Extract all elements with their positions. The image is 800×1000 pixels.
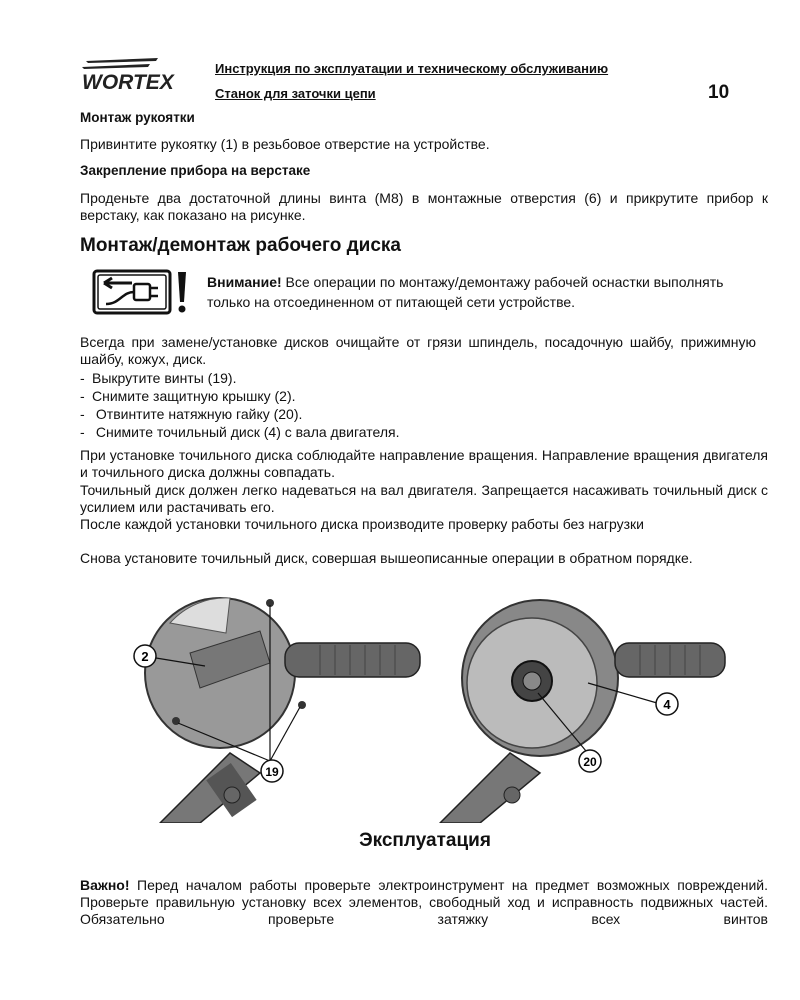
- callout-label-cover: 2: [141, 649, 149, 664]
- callout-label-screws: 19: [265, 765, 279, 779]
- list-item: - Снимите точильный диск (4) с вала двигателя.: [80, 424, 400, 440]
- bench-mounting-text: Проденьте два достаточной длины винта (М8) в монтажные отверстия (6) и прикрутите прибор к верстаку, как показано на рисунке.: [80, 190, 768, 223]
- warning-text: [207, 272, 767, 312]
- handle-mounting-text: Привинтите рукоятку (1) в резьбовое отверстие на устройстве.: [80, 136, 490, 152]
- important-body: Перед началом работы проверьте электроинструмент на предмет возможных повреждений. Проверьте правильную установку всех элементов, свободный ход и исправность подвижных частей. Обязательно проверьте затяжку всех винтов: [80, 877, 768, 927]
- heading-handle-mounting: Монтаж рукоятки: [80, 110, 195, 125]
- product-name: Станок для заточки цепи: [215, 86, 376, 101]
- disc-intro-text: Всегда при замене/установке дисков очищайте от грязи шпиндель, посадочную шайбу, прижимную шайбу, кожух, диск.: [80, 334, 756, 367]
- heading-disc-mounting: Монтаж/демонтаж рабочего диска: [80, 235, 401, 256]
- unplug-warning-icon: [92, 268, 192, 316]
- important-label: Важно!: [80, 877, 130, 893]
- heading-operation: Эксплуатация: [359, 830, 491, 851]
- reassembly-text: Снова установите точильный диск, совершая вышеописанные операции в обратном порядке.: [80, 550, 693, 566]
- wortex-logo: [80, 52, 200, 96]
- rotation-direction-text: При установке точильного диска соблюдайте направление вращения. Направление вращения двигателя и точильного диска должны совпадать.: [80, 447, 768, 480]
- list-item: - Снимите защитную крышку (2).: [80, 388, 296, 404]
- callout-label-disc: 4: [663, 697, 671, 712]
- list-item: - Выкрутите винты (19).: [80, 370, 237, 386]
- test-run-text: После каждой установки точильного диска производите проверку работы без нагрузки: [80, 516, 644, 532]
- disc-fitting-text: Точильный диск должен легко надеваться на вал двигателя. Запрещается насаживать точильный диск с усилием или растачивать его.: [80, 482, 768, 515]
- logo-wordmark: WORTEX: [82, 71, 174, 94]
- list-item: - Отвинтите натяжную гайку (20).: [80, 406, 303, 422]
- heading-bench-mounting: Закрепление прибора на верстаке: [80, 163, 311, 178]
- disc-assembly-figure: [120, 593, 740, 823]
- warning-label: Внимание!: [207, 274, 282, 290]
- callout-label-nut: 20: [583, 755, 597, 769]
- removal-steps-list: [80, 369, 399, 441]
- figure-left-cover-closed: [145, 598, 420, 823]
- warning-body: Все операции по монтажу/демонтажу рабочей оснастки выполнять только на отсоединенном от питающей сети устройстве.: [207, 274, 724, 310]
- figure-right-cover-open: [440, 600, 725, 823]
- manual-title: Инструкция по эксплуатации и техническому обслуживанию: [215, 61, 609, 76]
- important-text: [80, 877, 768, 928]
- page-number: 10: [708, 82, 730, 103]
